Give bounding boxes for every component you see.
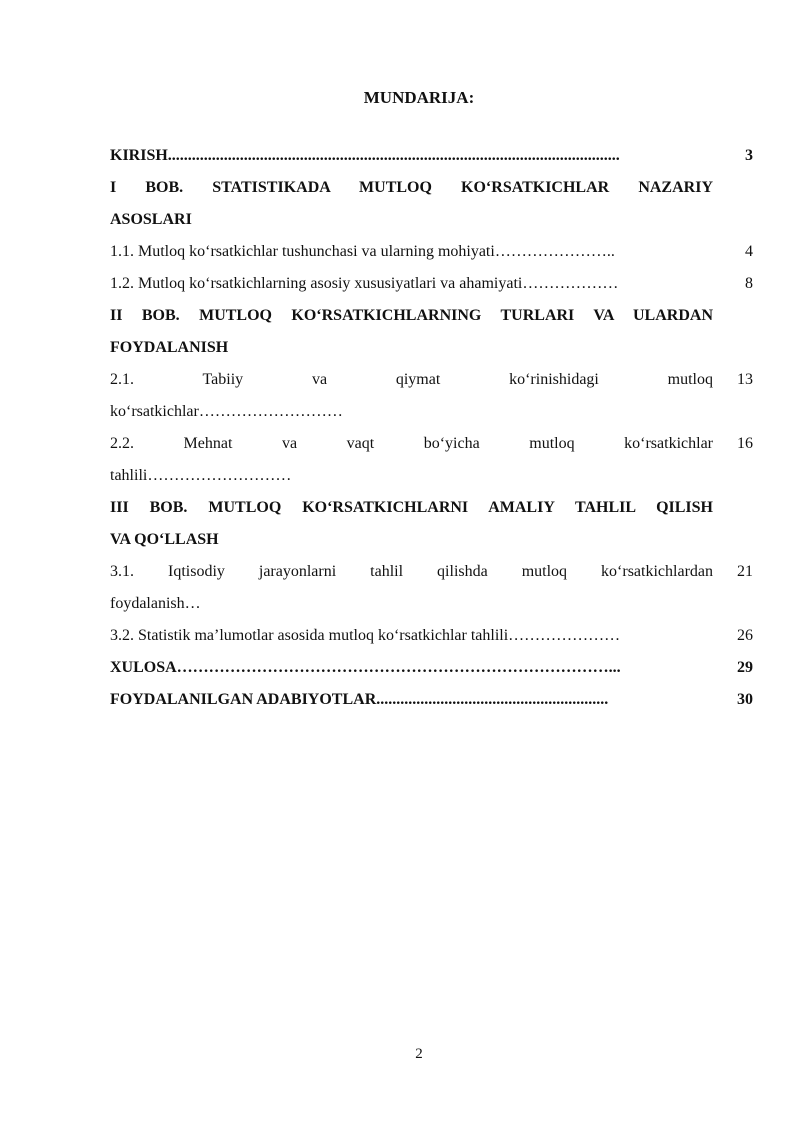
- chapter-heading-line: I BOB. STATISTIKADA MUTLOQ KO‘RSATKICHLAR NAZARIY: [110, 179, 713, 196]
- toc-page-number: 4: [745, 243, 753, 260]
- toc-entry-text: FOYDALANILGAN ADABIYOTLAR..........................................................: [110, 691, 609, 708]
- toc-page-number: 13: [737, 371, 753, 388]
- toc-entry-2-2: [110, 428, 753, 492]
- chapter-heading-line: III BOB. MUTLOQ KO‘RSATKICHLARNI AMALIY TAHLIL QILISH: [110, 499, 713, 516]
- toc-chapter-3: [110, 492, 753, 556]
- toc-entry-line: tahlili………………………: [110, 467, 292, 484]
- toc-entry-text: 1.2. Mutloq ko‘rsatkichlarning asosiy xususiyatlari va ahamiyati………………: [110, 275, 619, 292]
- toc-chapter-1: [110, 172, 753, 236]
- toc-entry-line: ko‘rsatkichlar………………………: [110, 403, 343, 420]
- toc-entry-3-2: [110, 620, 753, 652]
- toc-page-number: 26: [737, 627, 753, 644]
- toc-entry-1-2: [110, 268, 753, 300]
- toc-entry-1-1: [110, 236, 753, 268]
- toc-entry-line: foydalanish…: [110, 595, 201, 612]
- toc-page-number: 3: [745, 147, 753, 164]
- chapter-heading-line: VA QO‘LLASH: [110, 531, 219, 548]
- toc-entry-xulosa: [110, 652, 753, 684]
- toc-entry-text: [110, 556, 713, 620]
- toc-entry-text: 3.2. Statistik ma’lumotlar asosida mutloq ko‘rsatkichlar tahlili…………………: [110, 627, 621, 644]
- toc-entry-text: KIRISH.................................................................................................................: [110, 147, 620, 164]
- toc-entry-2-1: [110, 364, 753, 428]
- chapter-heading: [110, 300, 713, 364]
- toc-page-number: 21: [737, 563, 753, 580]
- page-title: MUNDARIJA:: [363, 88, 475, 107]
- toc-entry-text: [110, 364, 713, 428]
- toc-chapter-2: [110, 300, 753, 364]
- toc-entry-adabiyotlar: [110, 684, 753, 716]
- chapter-heading-line: FOYDALANISH: [110, 339, 229, 356]
- toc-entry-kirish: [110, 140, 753, 172]
- chapter-heading: [110, 172, 713, 236]
- chapter-heading-line: ASOSLARI: [110, 211, 192, 228]
- chapter-heading-line: II BOB. MUTLOQ KO‘RSATKICHLARNING TURLARI VA ULARDAN: [110, 307, 713, 324]
- page-number-footer: 2: [415, 1046, 423, 1062]
- chapter-heading: [110, 492, 713, 556]
- table-of-contents: [110, 140, 753, 716]
- toc-page-number: 30: [737, 691, 753, 708]
- toc-entry-line: 2.2. Mehnat va vaqt bo‘yicha mutloq ko‘rsatkichlar: [110, 435, 713, 452]
- toc-entry-text: XULOSA………………………………………………………………………...: [110, 659, 621, 676]
- toc-entry-line: 3.1. Iqtisodiy jarayonlarni tahlil qilishda mutloq ko‘rsatkichlardan: [110, 563, 713, 580]
- toc-entry-line: 2.1. Tabiiy va qiymat ko‘rinishidagi mutloq: [110, 371, 713, 388]
- toc-entry-text: [110, 428, 713, 492]
- toc-page-number: 8: [745, 275, 753, 292]
- toc-page-number: 29: [737, 659, 753, 676]
- toc-entry-text: 1.1. Mutloq ko‘rsatkichlar tushunchasi va ularning mohiyati…………………..: [110, 243, 615, 260]
- toc-entry-3-1: [110, 556, 753, 620]
- toc-page-number: 16: [737, 435, 753, 452]
